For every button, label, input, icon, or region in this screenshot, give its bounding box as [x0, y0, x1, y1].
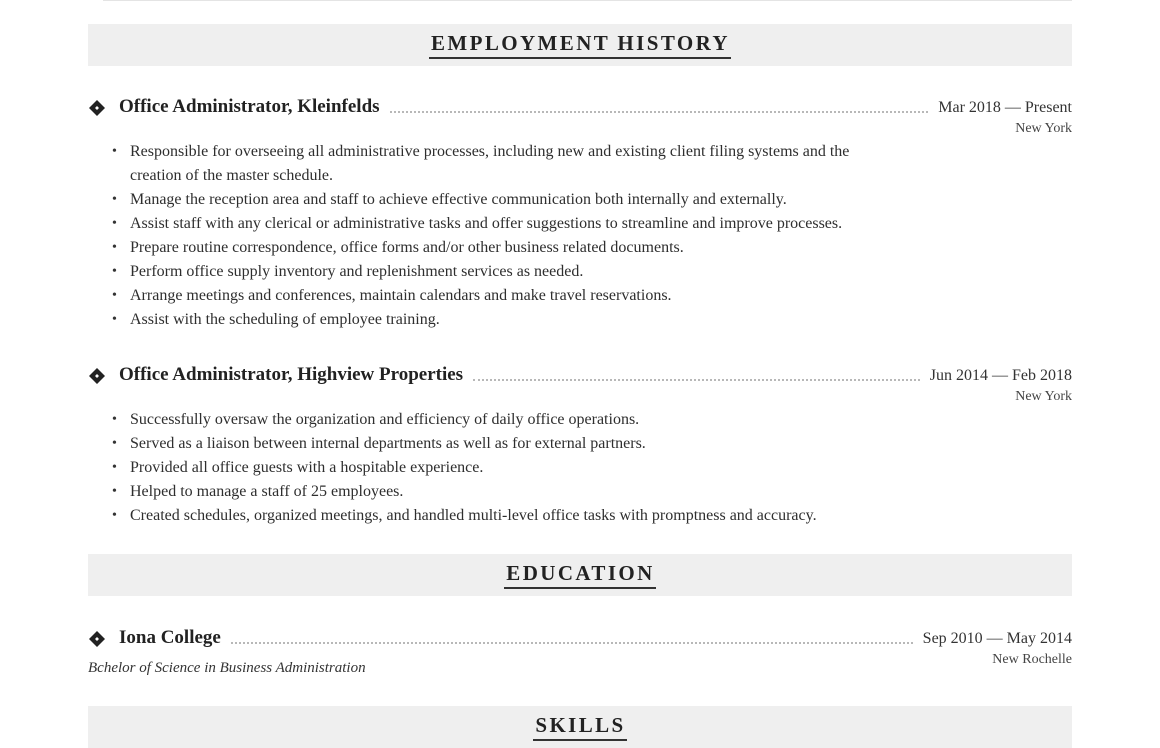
education-title: EDUCATION	[504, 561, 655, 589]
dotted-leader	[390, 110, 929, 113]
list-item: • Arrange meetings and conferences, maintain calendars and make travel reservations.	[110, 284, 880, 308]
employment-history-title: EMPLOYMENT HISTORY	[429, 31, 731, 59]
job-entry-kleinfelds	[88, 92, 1072, 138]
list-item: • Helped to manage a staff of 25 employees.	[110, 480, 880, 504]
dotted-leader	[473, 378, 920, 381]
degree-text: Bchelor of Science in Business Administration	[88, 660, 366, 676]
job-bullets-highview	[110, 408, 880, 528]
diamond-bullet-icon	[88, 99, 106, 117]
list-item: • Assist staff with any clerical or administrative tasks and offer suggestions to streamline and improve processes.	[110, 212, 880, 236]
list-item: • Manage the reception area and staff to achieve effective communication both internally and externally.	[110, 188, 880, 212]
dotted-leader	[231, 641, 913, 644]
job-header	[88, 360, 1072, 386]
list-item: • Created schedules, organized meetings, and handled multi-level office tasks with promptness and accuracy.	[110, 504, 880, 528]
list-item: • Successfully oversaw the organization and efficiency of daily office operations.	[110, 408, 880, 432]
list-item: • Responsible for overseeing all administrative processes, including new and existing client filing systems and the creation of the master schedule.	[110, 140, 880, 188]
diamond-bullet-icon	[88, 630, 106, 648]
list-item: • Served as a liaison between internal departments as well as for external partners.	[110, 432, 880, 456]
job-title: Office Administrator, Highview Properties	[119, 364, 464, 385]
diamond-bullet-icon	[88, 367, 106, 385]
job-city: New York	[1015, 389, 1072, 404]
list-item: • Provided all office guests with a hospitable experience.	[110, 456, 880, 480]
education-header	[88, 554, 1072, 596]
list-item: • Perform office supply inventory and replenishment services as needed.	[110, 260, 880, 284]
education-city: New Rochelle	[992, 652, 1072, 667]
job-city: New York	[1015, 121, 1072, 136]
skills-title: SKILLS	[533, 713, 626, 741]
job-dates: Mar 2018 — Present	[938, 99, 1072, 116]
job-header	[88, 92, 1072, 118]
job-dates: Jun 2014 — Feb 2018	[929, 367, 1072, 384]
employment-history-header	[88, 24, 1072, 66]
education-header-row	[88, 623, 1072, 649]
top-divider	[103, 0, 1072, 1]
job-title: Office Administrator, Kleinfelds	[119, 96, 380, 117]
school-name: Iona College	[119, 627, 221, 648]
job-entry-highview	[88, 360, 1072, 406]
job-bullets-kleinfelds	[110, 140, 880, 332]
skills-header	[88, 706, 1072, 748]
list-item: • Prepare routine correspondence, office forms and/or other business related documents.	[110, 236, 880, 260]
list-item: • Assist with the scheduling of employee training.	[110, 308, 880, 332]
education-dates: Sep 2010 — May 2014	[922, 630, 1072, 647]
